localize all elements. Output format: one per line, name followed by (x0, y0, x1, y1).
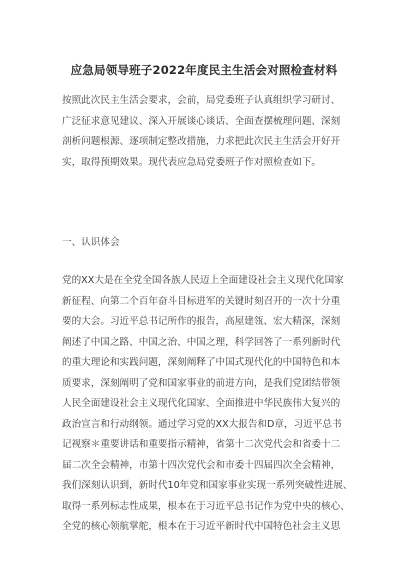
paragraph-line: 政治宣言和行动纲领。通过学习党的XX大报告和D章，习近平总书 (62, 418, 342, 430)
paragraph-line: 记视察＊重要讲话和重要指示精神，省第十二次党代会和省委十二 (62, 439, 341, 450)
paragraph-line: 取得一系列标志性成果，根本在于习近平总书记作为党中央的核心、 (62, 500, 350, 512)
paragraph-line: 阐述了中国之路、中国之治、中国之理，科学回答了一系列新时代 (62, 336, 341, 348)
document-title: 应急局领导班子2022年度民主生活会对照检查材料 (70, 63, 338, 77)
intro-paragraph (62, 91, 354, 173)
paragraph-line: 要的大会。习近平总书记所作的报告，高屋建瓴、宏大精深，深刻 (62, 316, 341, 327)
paragraph-line: 全党的核心领航掌舵，根本在于习近平新时代中国特色社会主义思 (62, 521, 341, 532)
paragraph-line: 的重大理论和实践问题，深刻阐释了中国式现代化的中国特色和本 (62, 357, 341, 368)
paragraph-line: 实，取得预期效果。现代表应急局党委班子作对照检查如下。 (62, 156, 322, 168)
body-paragraph (62, 271, 354, 538)
paragraph-line: 我们深刻认识到，新时代10年党和国家事业实现一系列突破性进展、 (62, 480, 353, 491)
paragraph-line: 党的XX大是在全党全国各族人民迈上全面建设社会主义现代化国家 (62, 275, 344, 286)
paragraph-line: 剖析问题根源、逐项制定整改措施，力求把此次民主生活会开好开 (62, 136, 341, 147)
paragraph-line: 质要求，深刻阐明了党和国家事业的前进方向，是我们党团结带领 (62, 377, 341, 389)
paragraph-line: 人民全面建设社会主义现代化国家、全面推进中华民族伟大复兴的 (62, 398, 341, 409)
paragraph-line: 按照此次民主生活会要求，会前，局党委班子认真组织学习研讨、 (62, 95, 341, 106)
paragraph-line: 广泛征求意见建议、深入开展谈心谈话、全面查摆梳理问题、深刻 (62, 115, 341, 127)
paragraph-line: 届二次全会精神，市第十四次党代会和市委十四届四次全会精神， (62, 459, 341, 471)
paragraph-line: 新征程、向第二个百年奋斗目标进军的关键时刻召开的一次十分重 (62, 295, 341, 307)
section-heading: 一、认识体会 (62, 237, 120, 248)
